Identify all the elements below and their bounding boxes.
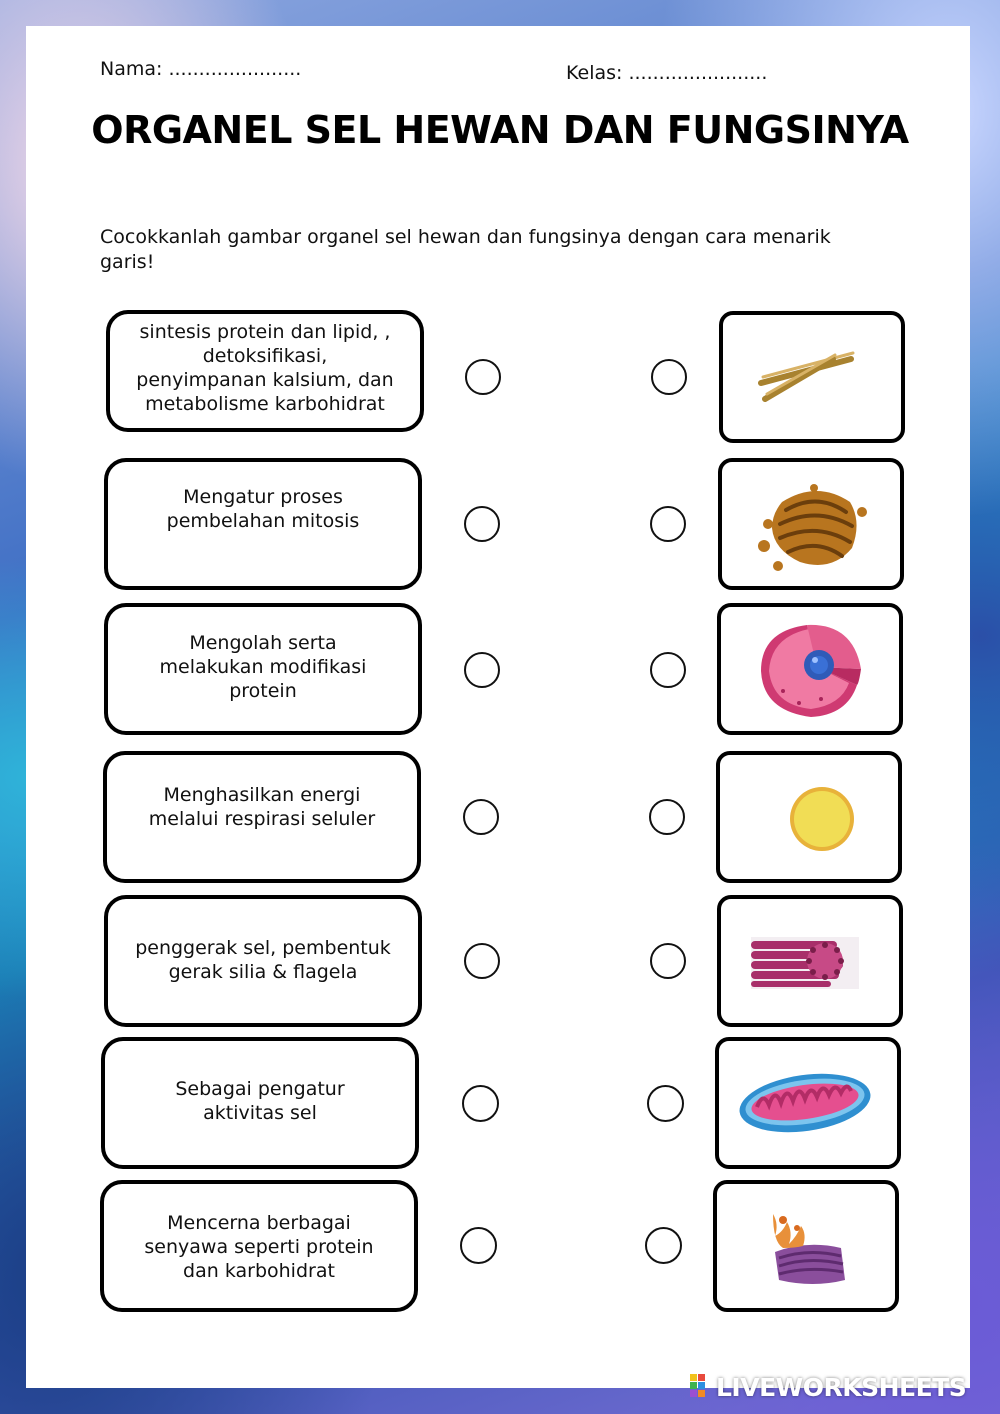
right-match-dot-5[interactable]	[650, 943, 686, 979]
organelle-box-5	[717, 895, 903, 1027]
function-text: Mencerna berbagai senyawa seperti protein dan karbohidrat	[144, 1212, 374, 1282]
nucleus-image	[721, 607, 901, 733]
left-match-dot-4[interactable]	[463, 799, 499, 835]
name-field-label: Nama: ......................	[100, 58, 302, 80]
microtubule-image	[721, 899, 901, 1025]
right-match-dot-4[interactable]	[649, 799, 685, 835]
function-box-1	[106, 310, 424, 432]
function-box-4	[103, 751, 421, 883]
function-text: Mengatur proses pembelahan mitosis	[166, 486, 360, 532]
lysosome-image	[720, 755, 900, 881]
right-match-dot-1[interactable]	[651, 359, 687, 395]
left-match-dot-1[interactable]	[465, 359, 501, 395]
function-text: Menghasilkan energi melalui respirasi seluler	[148, 784, 376, 830]
right-match-dot-2[interactable]	[650, 506, 686, 542]
class-field-label: Kelas: .......................	[566, 62, 768, 84]
liveworksheets-wordmark: LIVEWORKSHEETS	[716, 1372, 967, 1402]
organelle-box-6	[715, 1037, 901, 1169]
left-match-dot-6[interactable]	[462, 1085, 499, 1122]
organelle-box-3	[717, 603, 903, 735]
right-match-dot-3[interactable]	[650, 652, 686, 688]
left-match-dot-5[interactable]	[464, 943, 500, 979]
liveworksheets-logo-icon	[690, 1372, 716, 1402]
function-box-6	[101, 1037, 419, 1169]
centrioles-image	[723, 315, 903, 441]
organelle-box-2	[718, 458, 904, 590]
function-text: sintesis protein dan lipid, , detoksifikasi, penyimpanan kalsium, dan metabolisme karbohidrat	[136, 321, 394, 415]
function-text: penggerak sel, pembentuk gerak silia & flagela	[135, 937, 391, 983]
function-box-5	[104, 895, 422, 1027]
instruction-text: Cocokkanlah gambar organel sel hewan dan fungsinya dengan cara menarik garis!	[100, 226, 831, 273]
right-match-dot-7[interactable]	[645, 1227, 682, 1264]
left-match-dot-2[interactable]	[464, 506, 500, 542]
left-match-dot-7[interactable]	[460, 1227, 497, 1264]
function-box-2	[104, 458, 422, 590]
right-match-dot-6[interactable]	[647, 1085, 684, 1122]
organelle-box-1	[719, 311, 905, 443]
function-box-7	[100, 1180, 418, 1312]
function-box-3	[104, 603, 422, 735]
organelle-box-4	[716, 751, 902, 883]
worksheet-title: ORGANEL SEL HEWAN DAN FUNGSINYA	[91, 108, 909, 152]
left-match-dot-3[interactable]	[464, 652, 500, 688]
golgi-apparatus-image	[722, 462, 902, 588]
endoplasmic-reticulum-image	[717, 1184, 897, 1310]
organelle-box-7	[713, 1180, 899, 1312]
function-text: Sebagai pengatur aktivitas sel	[175, 1078, 345, 1124]
liveworksheets-logo	[690, 1372, 966, 1402]
mitochondria-image	[719, 1041, 899, 1167]
function-text: Mengolah serta melakukan modifikasi protein	[159, 632, 367, 702]
